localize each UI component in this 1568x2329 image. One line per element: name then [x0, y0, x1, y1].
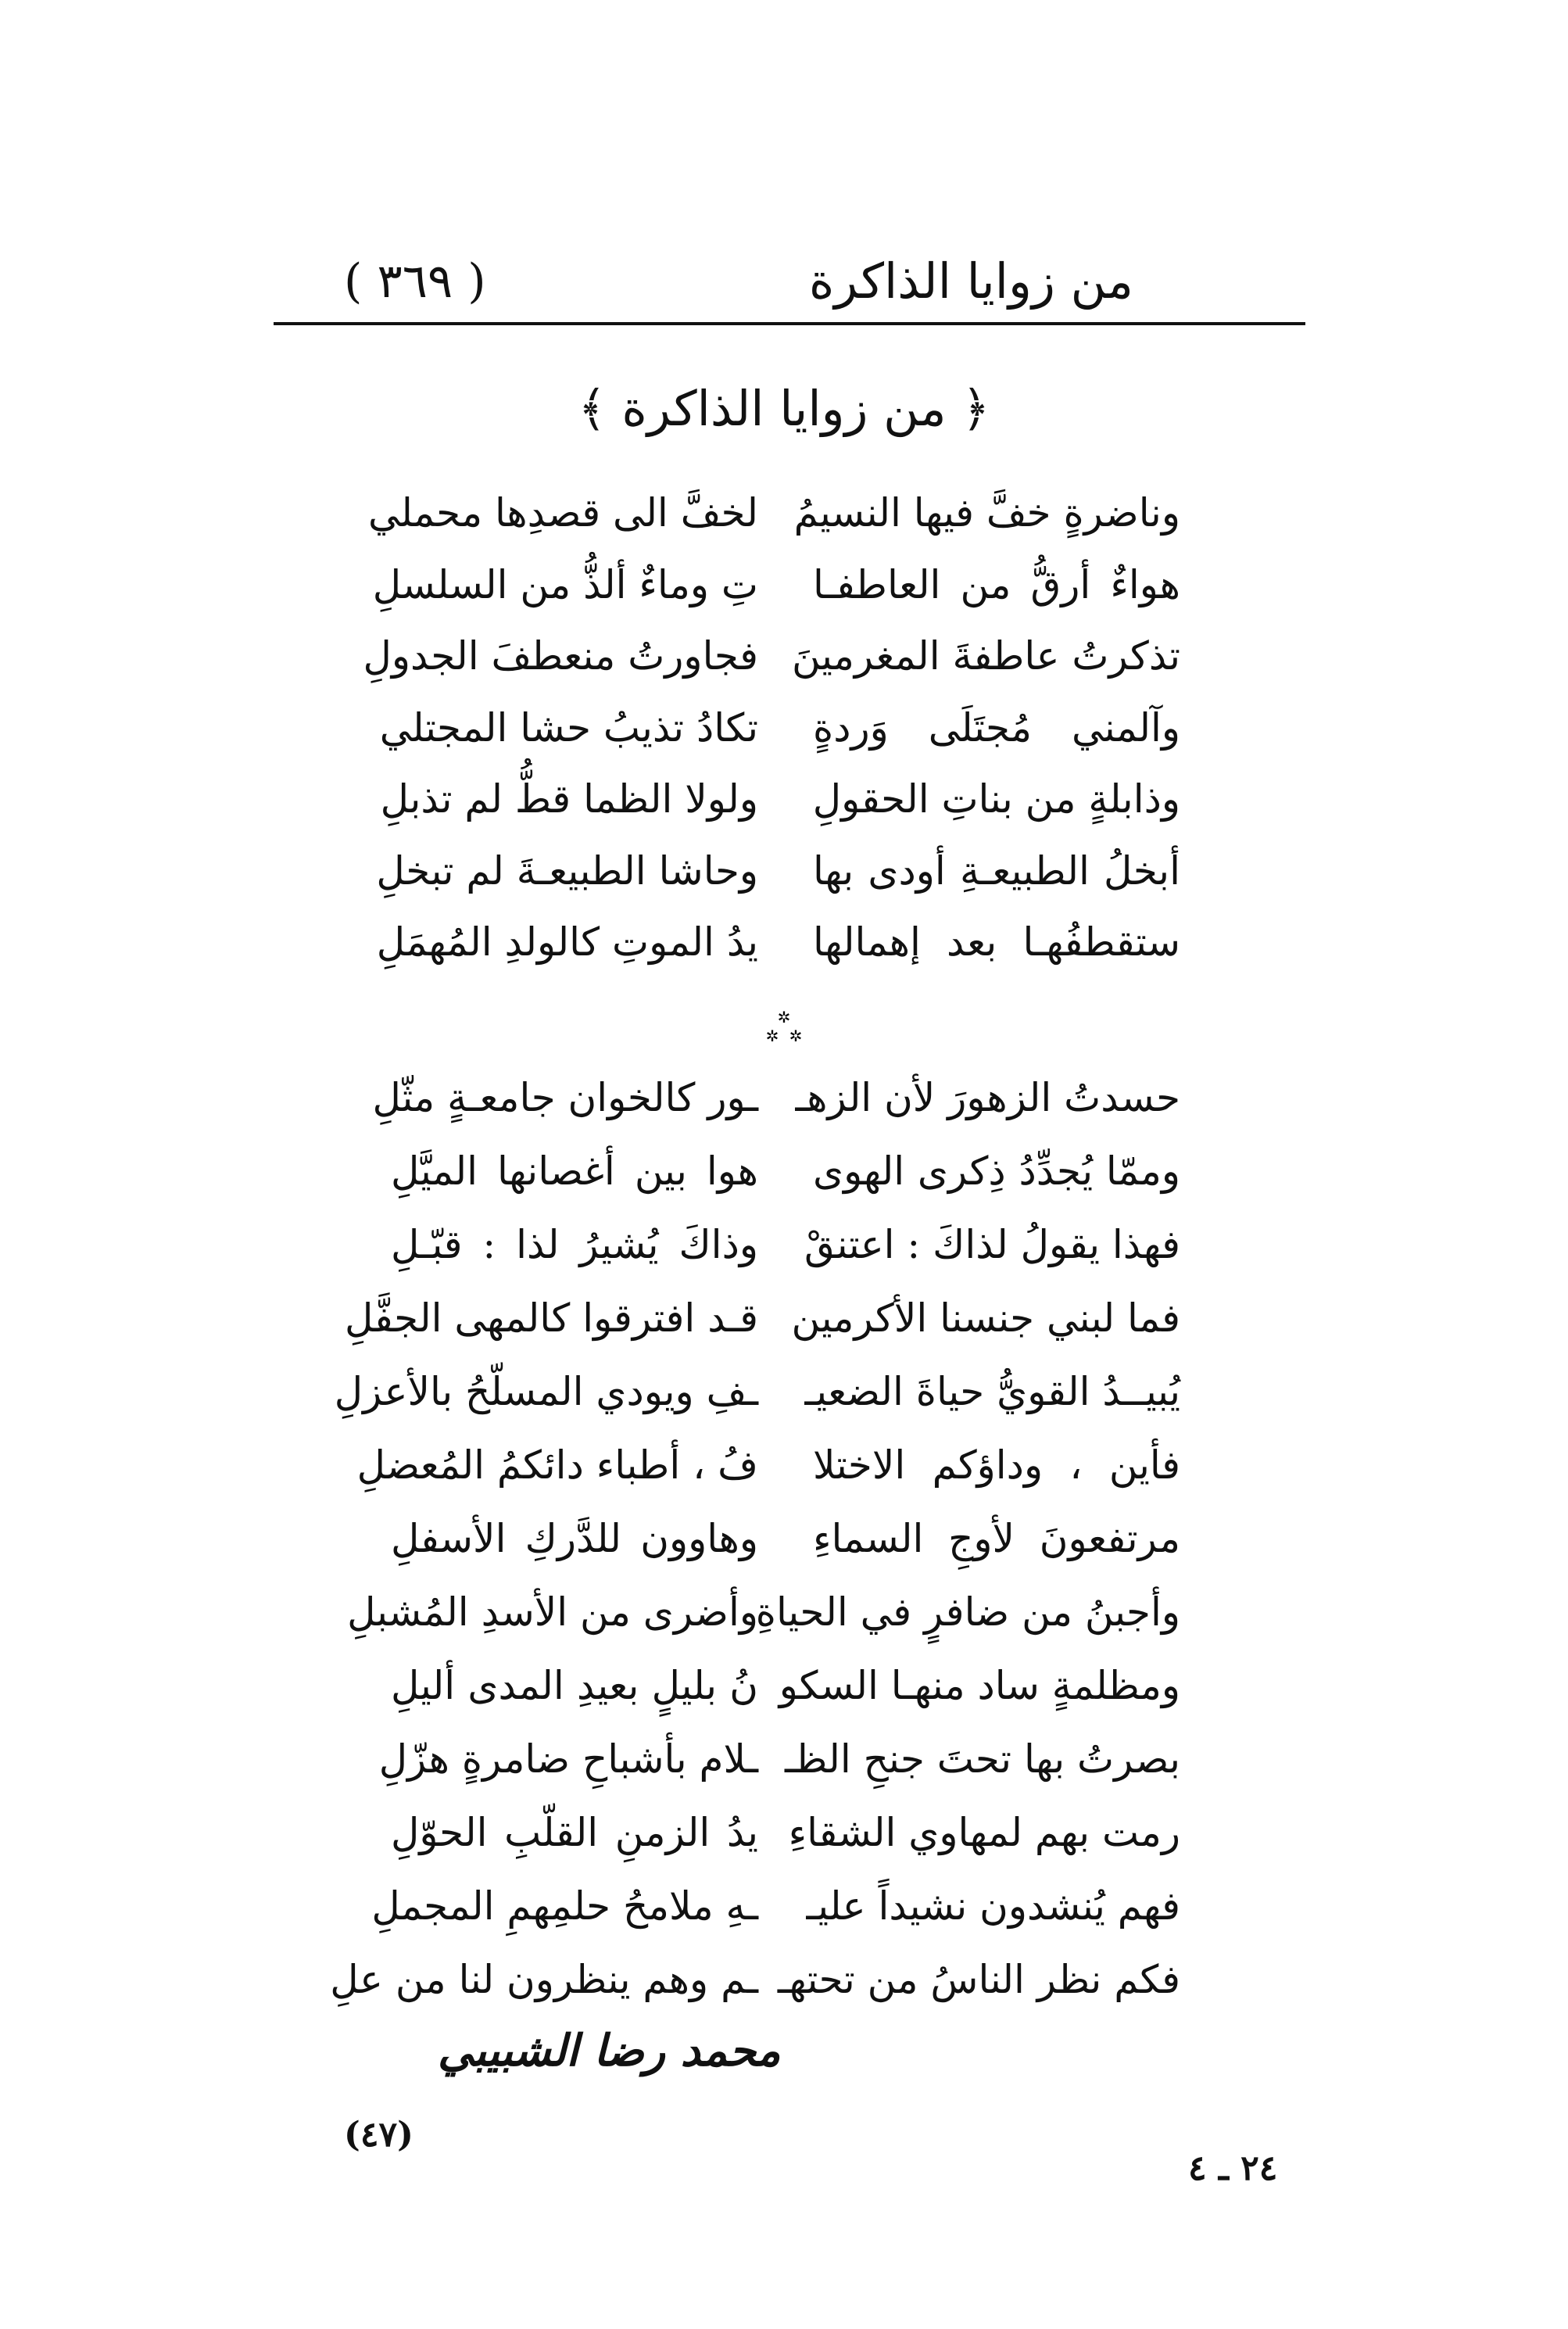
verse: [380, 765, 1180, 837]
svg-text:✲: ✲: [777, 1009, 791, 1027]
verse: [391, 1210, 1180, 1284]
second-hemistich: وأضرى من الأسدِ المُشبلِ: [347, 1589, 758, 1635]
author-signature: محمد رضا الشبيبي: [438, 2025, 781, 2076]
first-hemistich: مرتفعونَ لأوجِ السماءِ: [813, 1516, 1180, 1561]
first-hemistich: حسدتُ الزهورَ لأن الزهـ: [795, 1075, 1180, 1120]
verse: [376, 908, 1180, 980]
svg-text:✲: ✲: [789, 1027, 803, 1045]
first-hemistich: تذكرتُ عاطفةَ المغرمينَ: [791, 633, 1180, 679]
second-hemistich: فُ ، أطباء دائكمُ المُعضلِ: [356, 1442, 758, 1488]
verse: [334, 1357, 1180, 1431]
verse: [367, 478, 1180, 550]
second-hemistich: نُ بليلٍ بعيدِ المدى أليلِ: [391, 1663, 758, 1708]
printer-signature-mark: ٢٤ ـ ٤: [1188, 2148, 1278, 2188]
stanza-divider-asterism: [764, 1009, 804, 1048]
verse: [379, 693, 1180, 765]
verse: [344, 1284, 1180, 1357]
second-hemistich: هوا بين أغصانها الميَّلِ: [391, 1148, 758, 1194]
stanza-1: [363, 478, 1180, 980]
issue-number: (٤٧): [344, 2115, 413, 2155]
second-hemistich: ـور كالخوان جامعـةٍ مثّلِ: [372, 1075, 758, 1120]
second-hemistich: وذاكَ يُشيرُ لذا : قبّـلِ: [391, 1222, 758, 1267]
verse: [371, 1872, 1180, 1945]
first-hemistich: وممّا يُجدِّدُ ذِكرى الهوى: [813, 1148, 1180, 1194]
first-hemistich: رمت بهم لمهاوي الشقاءِ: [788, 1810, 1180, 1855]
verse: [372, 550, 1180, 622]
verse: [330, 1945, 1180, 2019]
first-hemistich: ستقطفُهـا بعد إهمالها: [813, 919, 1180, 965]
verse: [356, 1431, 1180, 1504]
first-hemistich: وناضرةٍ خفَّ فيها النسيمُ: [793, 490, 1180, 536]
first-hemistich: وآلمني مُجتَلَى وَردةٍ: [813, 704, 1180, 751]
second-hemistich: فجاورتُ منعطفَ الجدولِ: [363, 633, 758, 679]
verse: [391, 1137, 1180, 1210]
second-hemistich: ولولا الظما قطُّ لم تذبلِ: [380, 776, 758, 822]
stanza-2: [330, 1063, 1180, 2019]
page-number: ( ٣٦٩ ): [344, 254, 486, 309]
first-hemistich: فهم يُنشدون نشيداً عليـ: [806, 1883, 1180, 1929]
first-hemistich: أبخلُ الطبيعـةِ أودى بها: [813, 847, 1180, 894]
verse: [376, 837, 1180, 908]
verse: [391, 1798, 1180, 1872]
verse: [391, 1651, 1180, 1725]
second-hemistich: يدُ الموتِ كالولدِ المُهمَلِ: [376, 919, 758, 965]
first-hemistich: ومظلمةٍ ساد منهـا السكو: [779, 1663, 1180, 1708]
second-hemistich: ـم وهم ينظرون لنا من علِ: [330, 1957, 758, 2002]
header-rule: [274, 322, 1305, 325]
running-title: من زوايا الذاكرة: [808, 253, 1133, 310]
first-hemistich: وذابلةٍ من بناتِ الحقولِ: [812, 776, 1180, 822]
first-hemistich: يُبيــدُ القويُّ حياةَ الضعيـ: [804, 1369, 1180, 1414]
second-hemistich: تِ وماءٌ ألذُّ من السلسلِ: [372, 561, 758, 607]
second-hemistich: يدُ الزمنِ القلّبِ الحوّلِ: [391, 1810, 758, 1855]
poem-title: ﴿ من زوايا الذاكرة ﴾: [578, 380, 990, 437]
first-hemistich: فهذا يقولُ لذاكَ : اعتنقْ: [804, 1222, 1180, 1267]
second-hemistich: تكادُ تذيبُ حشا المجتلي: [379, 704, 758, 751]
first-hemistich: فأين ، وداؤكم الاختلا: [813, 1442, 1180, 1488]
verse: [391, 1504, 1180, 1578]
first-hemistich: وأجبنُ من ضافرٍ في الحياةِ: [755, 1589, 1180, 1635]
first-hemistich: هواءٌ أرقُّ من العاطفـا: [813, 561, 1180, 607]
verse: [372, 1063, 1180, 1137]
first-hemistich: فما لبني جنسنا الأكرمين: [791, 1295, 1180, 1341]
svg-text:✲: ✲: [765, 1027, 779, 1045]
second-hemistich: لخفَّ الى قصدِها محملي: [367, 490, 758, 536]
verse: [347, 1578, 1180, 1651]
second-hemistich: وحاشا الطبيعـةَ لم تبخلِ: [376, 847, 758, 894]
second-hemistich: وهاوون للدَّركِ الأسفلِ: [391, 1516, 758, 1561]
page-header: [274, 246, 1305, 317]
second-hemistich: قـد افترقوا كالمهى الجفَّلِ: [344, 1295, 758, 1341]
first-hemistich: بصرتُ بها تحتَ جنحِ الظـ: [784, 1736, 1180, 1782]
second-hemistich: ـفِ ويودي المسلّحُ بالأعزلِ: [334, 1369, 758, 1414]
verse: [378, 1725, 1180, 1798]
second-hemistich: ـلام بأشباحِ ضامرةٍ هزّلِ: [378, 1736, 758, 1782]
second-hemistich: ـهِ ملامحُ حلمِهمِ المجملِ: [371, 1883, 758, 1929]
first-hemistich: فكم نظر الناسُ من تحتهـ: [777, 1957, 1180, 2002]
verse: [363, 622, 1180, 693]
